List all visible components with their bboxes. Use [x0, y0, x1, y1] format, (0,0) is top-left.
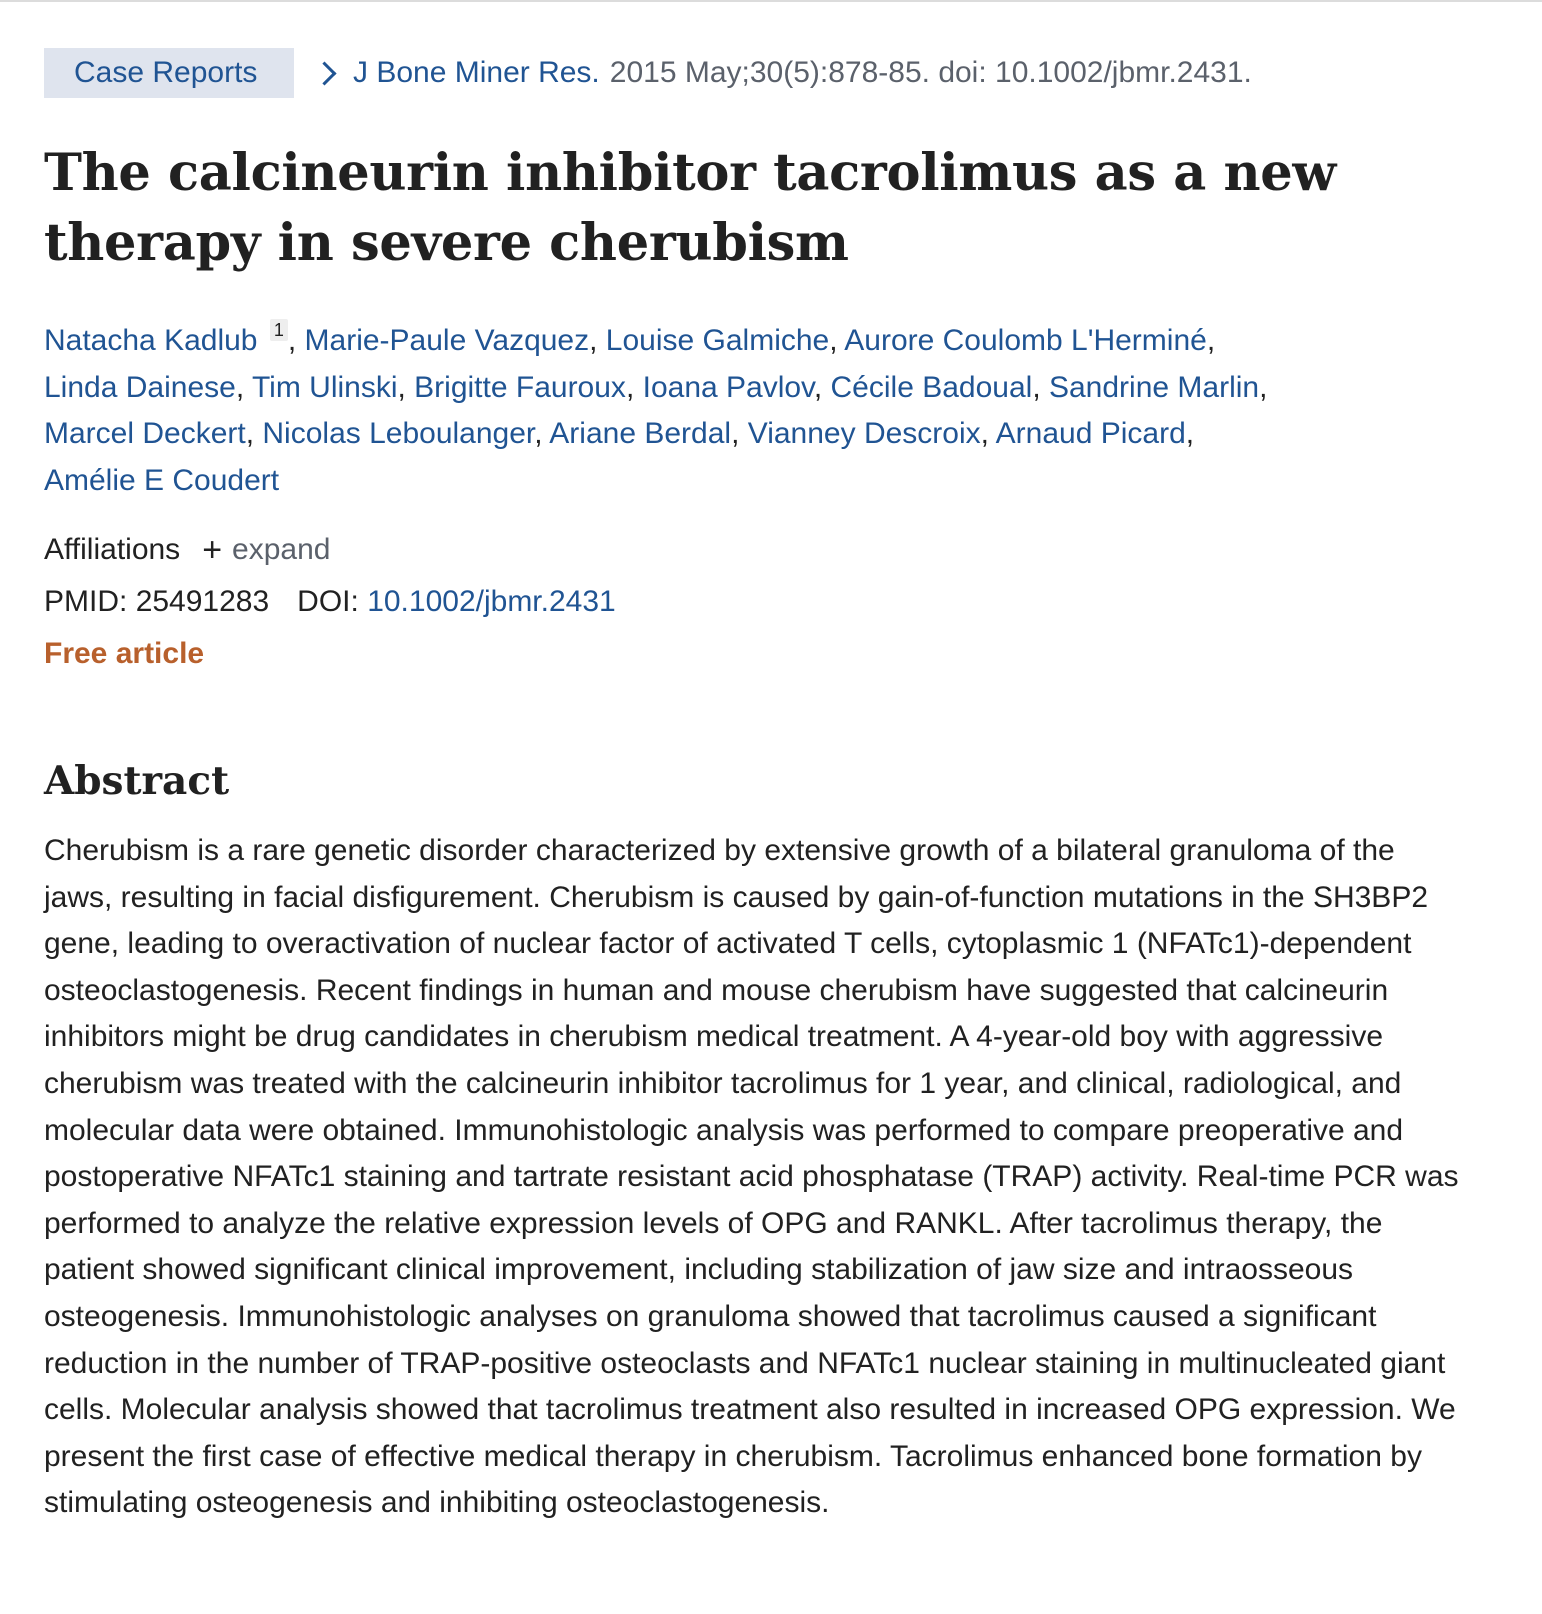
abstract-text: Cherubism is a rare genetic disorder characterized by extensive growth of a bilateral granuloma of the jaws, resulting in facial disfigurement. Cherubism is caused by gain-of-function mutations in the SH3BP2 gene, leading to overactivation of nuclear factor of activated T cells, cytoplasmic 1 (NFATc1)-dependent osteoclastogenesis. Recent findings in human and mouse cherubism have suggested that calcineurin inhibitors might be drug candidates in cherubism medical treatment. A 4-year-old boy with aggressive cherubism was treated with the calcineurin inhibitor tacrolimus for 1 year, and clinical, radiological, and molecular data were obtained. Immunohistologic analysis was performed to compare preoperative and postoperative NFATc1 staining and tartrate resistant acid phosphatase (TRAP) activity. Real-time PCR was performed to analyze the relative expression levels of OPG and RANKL. After tacrolimus therapy, the patient showed significant clinical improvement, including stabilization of jaw size and intraosseous osteogenesis. Immunohistologic analyses on granuloma showed that tacrolimus caused a significant reduction in the number of TRAP-positive osteoclasts and NFATc1 nuclear staining in multinucleated giant cells. Molecular analysis showed that tacrolimus treatment also resulted in increased OPG expression. We present the first case of effective medical therapy in cherubism. Tacrolimus enhanced bone formation by stimulating osteogenesis and inhibiting osteoclastogenesis. [44, 834, 1459, 1520]
doi-label: DOI: [297, 585, 359, 618]
affiliations-expand-button[interactable] [202, 526, 330, 574]
affiliations-row [44, 526, 1504, 574]
publication-type-badge[interactable]: Case Reports [44, 48, 294, 98]
identifiers-row [44, 578, 1504, 626]
author-link[interactable]: Aurore Coulomb L'Herminé [844, 324, 1207, 357]
chevron-right-icon [312, 61, 336, 85]
article-header [44, 48, 1504, 1527]
author-link[interactable]: Marcel Deckert [44, 417, 246, 450]
article-meta [44, 48, 1504, 98]
plus-icon: + [202, 531, 223, 569]
author-link[interactable]: Louise Galmiche [605, 324, 830, 357]
author-link[interactable]: Natacha Kadlub [44, 324, 258, 357]
top-divider [0, 0, 1542, 2]
author-link[interactable]: Marie-Paule Vazquez [304, 324, 590, 357]
authors-list: Natacha Kadlub $^1$ , Marie-Paule Vazquez, Louise Galmiche, Aurore Coulomb L'Herminé, Linda Dainese, Tim Ulinski, Brigitte Fauroux, Ioana Pavlov, Cécile Badoual, Sandrine Marlin, Marcel Deckert, Nicolas Leboulanger, Ariane Berdal, Vianney Descroix, Arnaud Picard, Amélie E Coudert [44, 320, 1268, 497]
author-link[interactable]: Tim Ulinski [251, 370, 398, 404]
pmid-label: PMID: [44, 585, 128, 618]
article-title: The calcineurin inhibitor tacrolimus as a new therapy in severe cherubism [44, 143, 1337, 273]
journal-link[interactable]: J Bone Miner Res. [353, 56, 600, 89]
author-link[interactable]: Linda Dainese [44, 370, 236, 404]
author-link[interactable]: Cécile Badoual [830, 370, 1033, 404]
author-link[interactable]: Nicolas Leboulanger [262, 417, 535, 450]
citation-text: 2015 May;30(5):878-85. doi: 10.1002/jbmr.2431. [609, 56, 1252, 89]
doi-link[interactable]: 10.1002/jbmr.2431 [367, 585, 616, 618]
author-link[interactable]: Amélie E Coudert [44, 463, 280, 497]
author-link[interactable]: Sandrine Marlin [1048, 370, 1260, 404]
author-link[interactable]: Ariane Berdal [549, 417, 732, 450]
pmid-value: 25491283 [135, 585, 270, 618]
author-link[interactable]: Vianney Descroix [747, 417, 981, 450]
author-link[interactable]: Arnaud Picard [995, 417, 1186, 450]
author-link[interactable]: Ioana Pavlov [642, 370, 814, 404]
affiliation-number-link[interactable]: 1 [270, 319, 288, 341]
free-article-badge: Free article [44, 637, 205, 670]
affiliations-label: Affiliations [44, 533, 181, 566]
expand-label: expand [232, 533, 331, 566]
author-link[interactable]: Brigitte Fauroux [414, 370, 626, 404]
abstract-heading: Abstract [44, 758, 230, 804]
